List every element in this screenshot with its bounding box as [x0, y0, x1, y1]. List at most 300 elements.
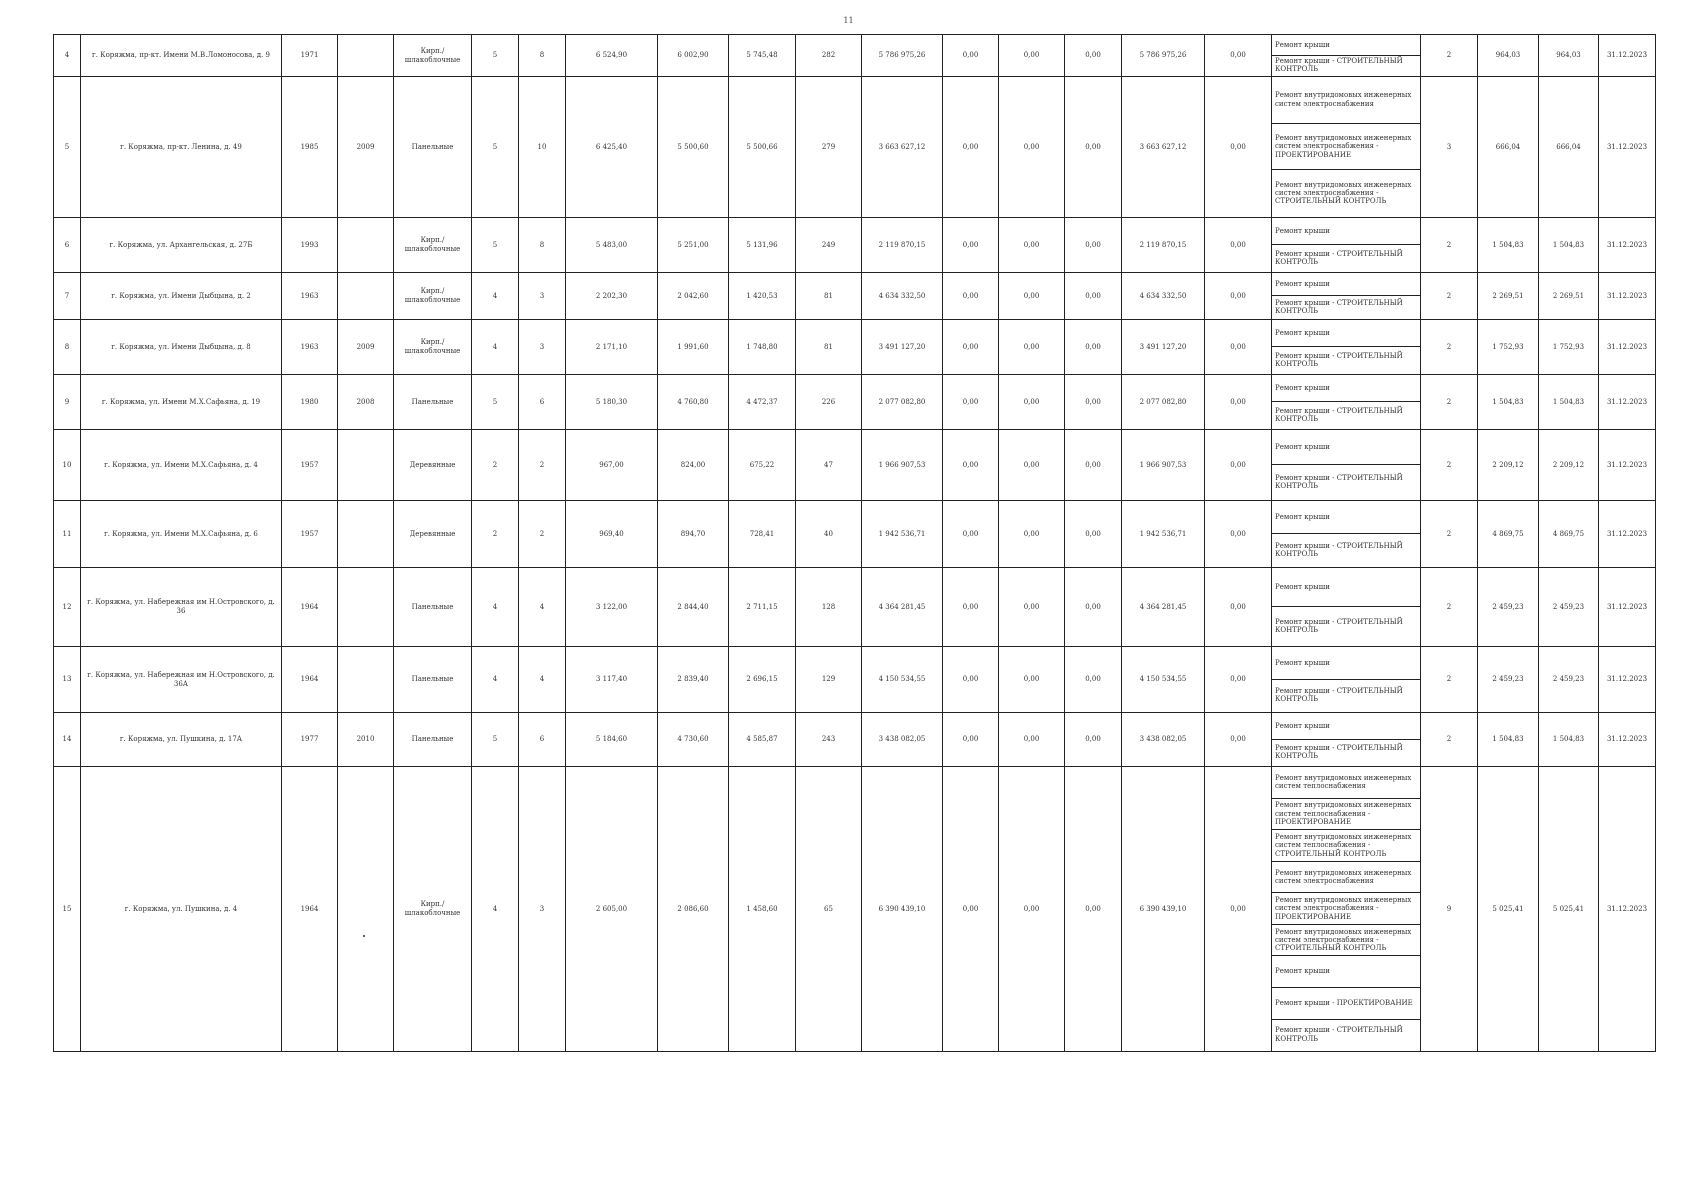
unit-cost-cell: 1 752,93	[1478, 320, 1539, 375]
works-cell	[1272, 430, 1421, 501]
residents-cell: 40	[796, 501, 862, 568]
floors-cell: 5	[472, 77, 519, 218]
year-built-cell: 1985	[282, 77, 338, 218]
address-cell: г. Коряжма, ул. Пушкина, д. 17А	[81, 713, 282, 767]
cost-source-5-cell: 0,00	[1205, 77, 1272, 218]
cost-source-3-cell: 0,00	[1065, 375, 1122, 430]
works-list	[1272, 501, 1420, 566]
work-item: Ремонт внутридомовых инженерных систем теплоснабжения - СТРОИТЕЛЬНЫЙ КОНТРОЛЬ	[1272, 830, 1420, 862]
limit-cost-cell: 666,04	[1539, 77, 1599, 218]
works-list	[1272, 568, 1420, 645]
table-row	[54, 647, 1656, 713]
cost-source-3-cell: 0,00	[1065, 320, 1122, 375]
work-item: Ремонт крыши	[1272, 218, 1420, 245]
residents-cell: 243	[796, 713, 862, 767]
unit-cost-cell: 2 459,23	[1478, 568, 1539, 647]
total-area-cell: 5 184,60	[566, 713, 658, 767]
residents-cell: 129	[796, 647, 862, 713]
total-area-cell: 2 605,00	[566, 767, 658, 1052]
works-cell	[1272, 647, 1421, 713]
row-number-cell: 7	[54, 273, 81, 320]
works-cell	[1272, 320, 1421, 375]
wall-material-cell: Панельные	[394, 77, 472, 218]
cost-source-3-cell: 0,00	[1065, 273, 1122, 320]
work-item: Ремонт крыши	[1272, 35, 1420, 56]
works-list	[1272, 35, 1420, 75]
cost-source-2-cell: 0,00	[999, 375, 1065, 430]
wall-material-cell: Деревянные	[394, 430, 472, 501]
row-number-cell: 12	[54, 568, 81, 647]
table-row	[54, 568, 1656, 647]
row-number-cell: 10	[54, 430, 81, 501]
table-row	[54, 35, 1656, 77]
cost-source-1-cell: 0,00	[943, 320, 999, 375]
deadline-cell: 31.12.2023	[1599, 430, 1656, 501]
cost-source-5-cell: 0,00	[1205, 430, 1272, 501]
area-residential-cell: 1 420,53	[729, 273, 796, 320]
cost-source-4-cell: 4 150 534,55	[1122, 647, 1205, 713]
cost-source-2-cell: 0,00	[999, 713, 1065, 767]
residents-cell: 81	[796, 273, 862, 320]
area-residential-cell: 2 696,15	[729, 647, 796, 713]
work-item: Ремонт крыши - СТРОИТЕЛЬНЫЙ КОНТРОЛЬ	[1275, 541, 1403, 558]
residents-cell: 128	[796, 568, 862, 647]
cost-source-3-cell: 0,00	[1065, 568, 1122, 647]
work-item: Ремонт внутридомовых инженерных систем электроснабжения - СТРОИТЕЛЬНЫЙ КОНТРОЛЬ	[1275, 180, 1412, 206]
work-count-cell: 2	[1421, 273, 1478, 320]
works-cell	[1272, 713, 1421, 767]
deadline-cell: 31.12.2023	[1599, 375, 1656, 430]
work-item: Ремонт внутридомовых инженерных систем электроснабжения - ПРОЕКТИРОВАНИЕ	[1272, 893, 1420, 925]
cost-source-2-cell: 0,00	[999, 273, 1065, 320]
cost-source-4-cell: 5 786 975,26	[1122, 35, 1205, 77]
work-count-cell: 2	[1421, 375, 1478, 430]
wall-material-cell: Панельные	[394, 647, 472, 713]
wall-material-cell: Деревянные	[394, 501, 472, 568]
address-cell: г. Коряжма, пр-кт. Имени М.В.Ломоносова, д. 9	[81, 35, 282, 77]
area-premises-cell: 2 844,40	[658, 568, 729, 647]
total-area-cell: 969,40	[566, 501, 658, 568]
register-table	[53, 34, 1656, 1052]
residents-cell: 47	[796, 430, 862, 501]
address-cell: г. Коряжма, ул. Набережная им Н.Островского, д. 36	[81, 568, 282, 647]
total-area-cell: 6 524,90	[566, 35, 658, 77]
area-residential-cell: 4 472,37	[729, 375, 796, 430]
row-number-cell: 13	[54, 647, 81, 713]
area-premises-cell: 4 760,80	[658, 375, 729, 430]
work-item: Ремонт крыши	[1272, 375, 1420, 402]
wall-material-cell: Панельные	[394, 568, 472, 647]
cost-source-1-cell: 0,00	[943, 713, 999, 767]
cost-source-2-cell: 0,00	[999, 430, 1065, 501]
cost-source-4-cell: 3 663 627,12	[1122, 77, 1205, 218]
work-item: Ремонт крыши - ПРОЕКТИРОВАНИЕ	[1272, 988, 1420, 1020]
works-cell	[1272, 218, 1421, 273]
cost-source-2-cell: 0,00	[999, 767, 1065, 1052]
area-premises-cell: 6 002,90	[658, 35, 729, 77]
year-built-cell: 1963	[282, 320, 338, 375]
cost-source-1-cell: 0,00	[943, 430, 999, 501]
year-renovated-cell	[338, 430, 394, 501]
deadline-cell: 31.12.2023	[1599, 218, 1656, 273]
cost-source-4-cell: 4 364 281,45	[1122, 568, 1205, 647]
row-number-cell: 6	[54, 218, 81, 273]
work-item: Ремонт крыши	[1272, 568, 1420, 607]
cost-source-5-cell: 0,00	[1205, 713, 1272, 767]
unit-cost-cell: 964,03	[1478, 35, 1539, 77]
limit-cost-cell: 2 209,12	[1539, 430, 1599, 501]
work-count-cell: 2	[1421, 501, 1478, 568]
address-cell: г. Коряжма, пр-кт. Ленина, д. 49	[81, 77, 282, 218]
register-body	[54, 35, 1656, 1052]
cost-source-3-cell: 0,00	[1065, 430, 1122, 501]
cost-source-4-cell: 2 077 082,80	[1122, 375, 1205, 430]
work-item: Ремонт внутридомовых инженерных систем электроснабжения - СТРОИТЕЛЬНЫЙ КОНТРОЛЬ	[1272, 925, 1420, 957]
floors-cell: 5	[472, 35, 519, 77]
works-cell	[1272, 35, 1421, 77]
year-built-cell: 1964	[282, 767, 338, 1052]
row-number-cell: 8	[54, 320, 81, 375]
limit-cost-cell: 1 752,93	[1539, 320, 1599, 375]
cost-source-5-cell: 0,00	[1205, 218, 1272, 273]
floors-cell: 4	[472, 647, 519, 713]
works-cell	[1272, 568, 1421, 647]
floors-cell: 2	[472, 501, 519, 568]
page-number: 11	[843, 16, 854, 25]
deadline-cell: 31.12.2023	[1599, 77, 1656, 218]
residents-cell: 249	[796, 218, 862, 273]
work-count-cell: 3	[1421, 77, 1478, 218]
total-area-cell: 5 483,00	[566, 218, 658, 273]
entrances-cell: 3	[519, 320, 566, 375]
cost-source-1-cell: 0,00	[943, 375, 999, 430]
year-renovated-cell: 2009	[338, 77, 394, 218]
cost-source-1-cell: 0,00	[943, 77, 999, 218]
year-built-cell: 1971	[282, 35, 338, 77]
cost-total-cell: 3 491 127,20	[862, 320, 943, 375]
area-residential-cell: 2 711,15	[729, 568, 796, 647]
cost-total-cell: 2 077 082,80	[862, 375, 943, 430]
cost-total-cell: 3 438 082,05	[862, 713, 943, 767]
area-residential-cell: 1 458,60	[729, 767, 796, 1052]
cost-total-cell: 4 364 281,45	[862, 568, 943, 647]
entrances-cell: 6	[519, 713, 566, 767]
works-cell	[1272, 767, 1421, 1052]
cost-source-2-cell: 0,00	[999, 501, 1065, 568]
total-area-cell: 6 425,40	[566, 77, 658, 218]
entrances-cell: 10	[519, 77, 566, 218]
address-cell: г. Коряжма, ул. Архангельская, д. 27Б	[81, 218, 282, 273]
unit-cost-cell: 1 504,83	[1478, 375, 1539, 430]
address-cell: г. Коряжма, ул. Имени Дыбцына, д. 8	[81, 320, 282, 375]
wall-material-cell: Кирп./ шлакоблочные	[394, 35, 472, 77]
address-cell: г. Коряжма, ул. Пушкина, д. 4	[81, 767, 282, 1052]
works-cell	[1272, 273, 1421, 320]
cost-source-1-cell: 0,00	[943, 767, 999, 1052]
area-premises-cell: 2 086,60	[658, 767, 729, 1052]
cost-source-1-cell: 0,00	[943, 647, 999, 713]
row-number-cell: 5	[54, 77, 81, 218]
cost-source-1-cell: 0,00	[943, 501, 999, 568]
works-cell	[1272, 501, 1421, 568]
work-item: Ремонт крыши - СТРОИТЕЛЬНЫЙ КОНТРОЛЬ	[1275, 351, 1403, 368]
year-built-cell: 1957	[282, 430, 338, 501]
year-built-cell: 1964	[282, 647, 338, 713]
address-cell: г. Коряжма, ул. Имени М.Х.Сафьяна, д. 6	[81, 501, 282, 568]
wall-material-cell: Кирп./ шлакоблочные	[394, 273, 472, 320]
cost-total-cell: 1 966 907,53	[862, 430, 943, 501]
year-renovated-cell: 2008	[338, 375, 394, 430]
unit-cost-cell: 1 504,83	[1478, 713, 1539, 767]
works-list	[1272, 647, 1420, 711]
limit-cost-cell: 2 459,23	[1539, 568, 1599, 647]
cost-total-cell: 1 942 536,71	[862, 501, 943, 568]
work-count-cell: 2	[1421, 218, 1478, 273]
year-built-cell: 1964	[282, 568, 338, 647]
floors-cell: 5	[472, 713, 519, 767]
work-item: Ремонт внутридомовых инженерных систем электроснабжения	[1272, 862, 1420, 894]
address-cell: г. Коряжма, ул. Имени Дыбцына, д. 2	[81, 273, 282, 320]
area-premises-cell: 824,00	[658, 430, 729, 501]
work-item: Ремонт внутридомовых инженерных систем электроснабжения - ПРОЕКТИРОВАНИЕ	[1272, 124, 1420, 171]
entrances-cell: 8	[519, 218, 566, 273]
area-residential-cell: 728,41	[729, 501, 796, 568]
address-cell: г. Коряжма, ул. Имени М.Х.Сафьяна, д. 19	[81, 375, 282, 430]
table-row	[54, 375, 1656, 430]
unit-cost-cell: 4 869,75	[1478, 501, 1539, 568]
deadline-cell: 31.12.2023	[1599, 273, 1656, 320]
year-built-cell: 1977	[282, 713, 338, 767]
work-count-cell: 2	[1421, 35, 1478, 77]
cost-source-5-cell: 0,00	[1205, 273, 1272, 320]
wall-material-cell: Панельные	[394, 375, 472, 430]
table-row	[54, 713, 1656, 767]
unit-cost-cell: 5 025,41	[1478, 767, 1539, 1052]
area-residential-cell: 675,22	[729, 430, 796, 501]
cost-source-4-cell: 2 119 870,15	[1122, 218, 1205, 273]
wall-material-cell: Кирп./ шлакоблочные	[394, 320, 472, 375]
unit-cost-cell: 666,04	[1478, 77, 1539, 218]
work-item: Ремонт крыши - СТРОИТЕЛЬНЫЙ КОНТРОЛЬ	[1275, 406, 1403, 423]
table-row	[54, 273, 1656, 320]
year-renovated-cell	[338, 35, 394, 77]
cost-source-2-cell: 0,00	[999, 218, 1065, 273]
area-premises-cell: 894,70	[658, 501, 729, 568]
cost-source-4-cell: 3 491 127,20	[1122, 320, 1205, 375]
wall-material-cell: Кирп./ шлакоблочные	[394, 767, 472, 1052]
area-premises-cell: 5 251,00	[658, 218, 729, 273]
limit-cost-cell: 2 269,51	[1539, 273, 1599, 320]
work-item: Ремонт крыши	[1272, 647, 1420, 680]
works-list	[1272, 218, 1420, 271]
cost-source-3-cell: 0,00	[1065, 218, 1122, 273]
cost-source-4-cell: 3 438 082,05	[1122, 713, 1205, 767]
limit-cost-cell: 964,03	[1539, 35, 1599, 77]
works-list	[1272, 320, 1420, 373]
entrances-cell: 3	[519, 273, 566, 320]
floors-cell: 4	[472, 767, 519, 1052]
cost-source-2-cell: 0,00	[999, 35, 1065, 77]
floors-cell: 2	[472, 430, 519, 501]
area-residential-cell: 5 745,48	[729, 35, 796, 77]
total-area-cell: 3 122,00	[566, 568, 658, 647]
work-item: Ремонт крыши	[1272, 273, 1420, 296]
entrances-cell: 2	[519, 430, 566, 501]
cost-source-3-cell: 0,00	[1065, 77, 1122, 218]
work-item: Ремонт внутридомовых инженерных систем теплоснабжения - ПРОЕКТИРОВАНИЕ	[1272, 799, 1420, 831]
cost-source-5-cell: 0,00	[1205, 501, 1272, 568]
total-area-cell: 3 117,40	[566, 647, 658, 713]
area-premises-cell: 2 839,40	[658, 647, 729, 713]
work-count-cell: 2	[1421, 430, 1478, 501]
cost-source-5-cell: 0,00	[1205, 35, 1272, 77]
year-renovated-cell	[338, 568, 394, 647]
deadline-cell: 31.12.2023	[1599, 713, 1656, 767]
wall-material-cell: Кирп./ шлакоблочные	[394, 218, 472, 273]
work-item: Ремонт крыши - СТРОИТЕЛЬНЫЙ КОНТРОЛЬ	[1275, 298, 1403, 315]
works-list	[1272, 430, 1420, 499]
year-built-cell: 1980	[282, 375, 338, 430]
works-list	[1272, 273, 1420, 318]
year-renovated-cell	[338, 273, 394, 320]
cost-source-3-cell: 0,00	[1065, 501, 1122, 568]
cost-source-1-cell: 0,00	[943, 35, 999, 77]
year-built-cell: 1957	[282, 501, 338, 568]
cost-total-cell: 4 150 534,55	[862, 647, 943, 713]
cost-source-2-cell: 0,00	[999, 77, 1065, 218]
cost-source-5-cell: 0,00	[1205, 767, 1272, 1052]
deadline-cell: 31.12.2023	[1599, 501, 1656, 568]
year-built-cell: 1963	[282, 273, 338, 320]
cost-source-2-cell: 0,00	[999, 568, 1065, 647]
row-number-cell: 14	[54, 713, 81, 767]
deadline-cell: 31.12.2023	[1599, 647, 1656, 713]
cost-source-3-cell: 0,00	[1065, 647, 1122, 713]
row-number-cell: 9	[54, 375, 81, 430]
cost-source-5-cell: 0,00	[1205, 568, 1272, 647]
cost-source-5-cell: 0,00	[1205, 647, 1272, 713]
year-built-cell: 1993	[282, 218, 338, 273]
limit-cost-cell: 2 459,23	[1539, 647, 1599, 713]
cost-source-1-cell: 0,00	[943, 218, 999, 273]
floors-cell: 5	[472, 218, 519, 273]
area-residential-cell: 5 131,96	[729, 218, 796, 273]
cost-total-cell: 5 786 975,26	[862, 35, 943, 77]
row-number-cell: 4	[54, 35, 81, 77]
area-residential-cell: 4 585,87	[729, 713, 796, 767]
entrances-cell: 8	[519, 35, 566, 77]
deadline-cell: 31.12.2023	[1599, 767, 1656, 1052]
entrances-cell: 4	[519, 568, 566, 647]
deadline-cell: 31.12.2023	[1599, 35, 1656, 77]
row-number-cell: 15	[54, 767, 81, 1052]
work-item: Ремонт внутридомовых инженерных систем теплоснабжения	[1272, 767, 1420, 799]
year-renovated-cell	[338, 501, 394, 568]
work-item: Ремонт крыши - СТРОИТЕЛЬНЫЙ КОНТРОЛЬ	[1275, 617, 1403, 634]
work-item: Ремонт внутридомовых инженерных систем электроснабжения	[1272, 77, 1420, 124]
residents-cell: 81	[796, 320, 862, 375]
area-residential-cell: 5 500,66	[729, 77, 796, 218]
cost-total-cell: 4 634 332,50	[862, 273, 943, 320]
unit-cost-cell: 2 459,23	[1478, 647, 1539, 713]
total-area-cell: 2 202,30	[566, 273, 658, 320]
cost-source-3-cell: 0,00	[1065, 35, 1122, 77]
entrances-cell: 4	[519, 647, 566, 713]
total-area-cell: 5 180,30	[566, 375, 658, 430]
work-count-cell: 2	[1421, 713, 1478, 767]
unit-cost-cell: 1 504,83	[1478, 218, 1539, 273]
row-number-cell: 11	[54, 501, 81, 568]
table-row	[54, 767, 1656, 1052]
table-row	[54, 430, 1656, 501]
work-item: Ремонт крыши - СТРОИТЕЛЬНЫЙ КОНТРОЛЬ	[1275, 473, 1403, 490]
cost-source-5-cell: 0,00	[1205, 375, 1272, 430]
year-renovated-cell	[338, 647, 394, 713]
cost-source-4-cell: 1 942 536,71	[1122, 501, 1205, 568]
work-count-cell: 2	[1421, 320, 1478, 375]
work-item: Ремонт крыши	[1272, 713, 1420, 740]
floors-cell: 5	[472, 375, 519, 430]
work-item: Ремонт крыши - СТРОИТЕЛЬНЫЙ КОНТРОЛЬ	[1275, 1026, 1403, 1043]
limit-cost-cell: 1 504,83	[1539, 713, 1599, 767]
works-list	[1272, 767, 1420, 1050]
works-list	[1272, 713, 1420, 765]
work-count-cell: 9	[1421, 767, 1478, 1052]
work-item: Ремонт крыши - СТРОИТЕЛЬНЫЙ КОНТРОЛЬ	[1275, 686, 1403, 704]
cost-source-3-cell: 0,00	[1065, 713, 1122, 767]
area-premises-cell: 4 730,60	[658, 713, 729, 767]
entrances-cell: 6	[519, 375, 566, 430]
cost-source-3-cell: 0,00	[1065, 767, 1122, 1052]
table-row	[54, 218, 1656, 273]
total-area-cell: 2 171,10	[566, 320, 658, 375]
work-item: Ремонт крыши	[1272, 320, 1420, 347]
area-premises-cell: 5 500,60	[658, 77, 729, 218]
residents-cell: 282	[796, 35, 862, 77]
works-list	[1272, 375, 1420, 428]
address-cell: г. Коряжма, ул. Имени М.Х.Сафьяна, д. 4	[81, 430, 282, 501]
cost-source-2-cell: 0,00	[999, 647, 1065, 713]
work-count-cell: 2	[1421, 647, 1478, 713]
limit-cost-cell: 1 504,83	[1539, 375, 1599, 430]
year-renovated-cell	[338, 767, 394, 1052]
floors-cell: 4	[472, 568, 519, 647]
deadline-cell: 31.12.2023	[1599, 320, 1656, 375]
table-row	[54, 501, 1656, 568]
cost-total-cell: 6 390 439,10	[862, 767, 943, 1052]
year-renovated-cell: 2009	[338, 320, 394, 375]
deadline-cell: 31.12.2023	[1599, 568, 1656, 647]
cost-source-4-cell: 4 634 332,50	[1122, 273, 1205, 320]
residents-cell: 65	[796, 767, 862, 1052]
cost-source-2-cell: 0,00	[999, 320, 1065, 375]
limit-cost-cell: 4 869,75	[1539, 501, 1599, 568]
residents-cell: 279	[796, 77, 862, 218]
entrances-cell: 2	[519, 501, 566, 568]
entrances-cell: 3	[519, 767, 566, 1052]
limit-cost-cell: 1 504,83	[1539, 218, 1599, 273]
scan-speck	[363, 935, 365, 937]
unit-cost-cell: 2 209,12	[1478, 430, 1539, 501]
cost-total-cell: 2 119 870,15	[862, 218, 943, 273]
area-premises-cell: 1 991,60	[658, 320, 729, 375]
cost-total-cell: 3 663 627,12	[862, 77, 943, 218]
table-row	[54, 77, 1656, 218]
work-item: Ремонт крыши - СТРОИТЕЛЬНЫЙ КОНТРОЛЬ	[1275, 249, 1403, 266]
cost-source-1-cell: 0,00	[943, 273, 999, 320]
work-count-cell: 2	[1421, 568, 1478, 647]
work-item: Ремонт крыши - СТРОИТЕЛЬНЫЙ КОНТРОЛЬ	[1275, 743, 1403, 761]
